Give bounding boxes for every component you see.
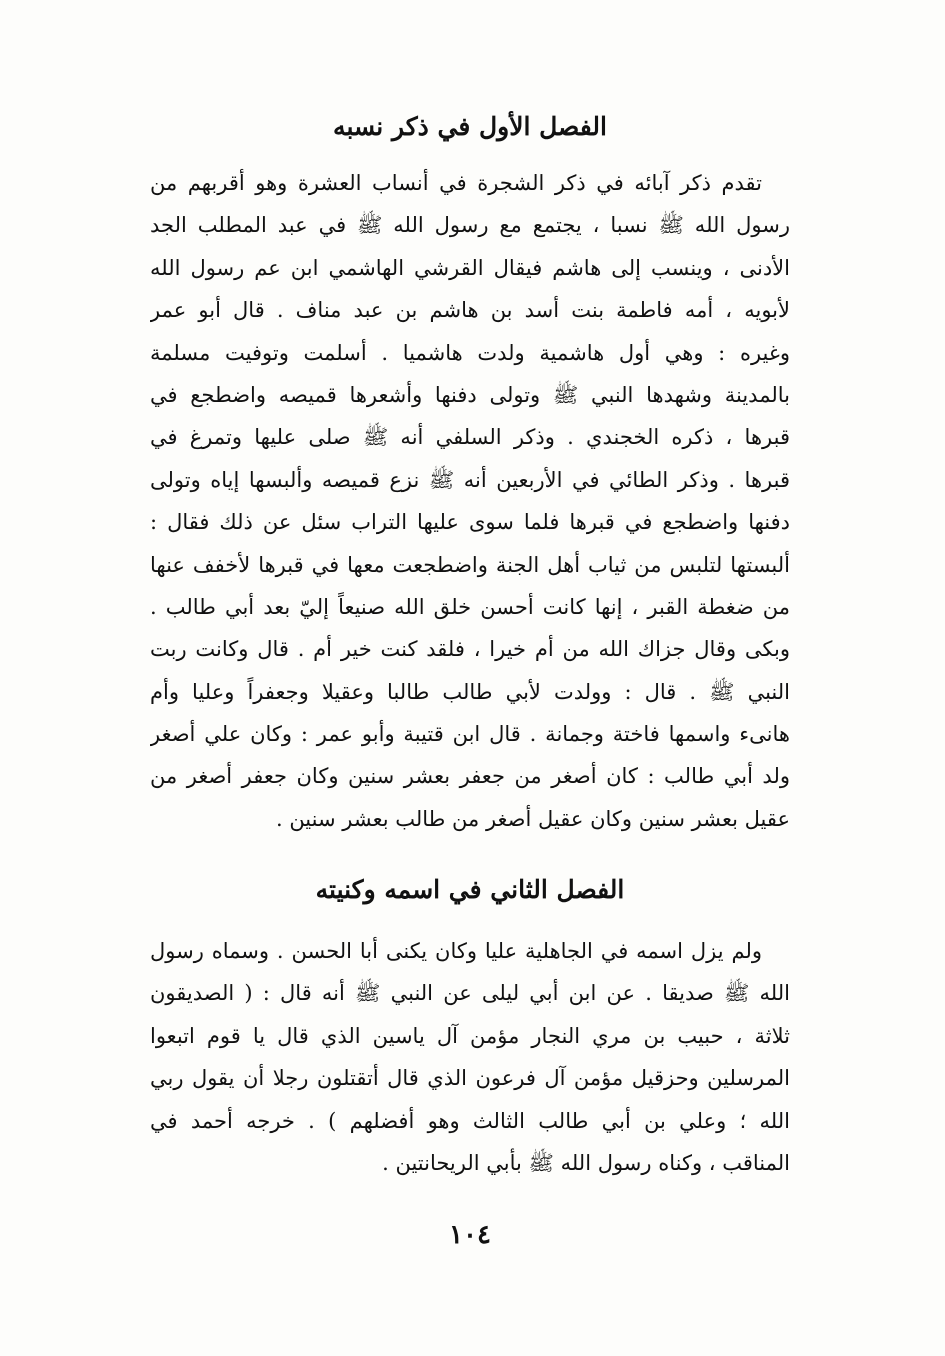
section2-title: الفصل الثاني في اسمه وكنيته xyxy=(315,875,625,904)
text-line: هانىء واسمها فاختة وجمانة . قال ابن قتيبة وأبو عمر : وكان علي أصغر xyxy=(150,722,790,747)
text-line: وغيره : وهي أول هاشمية ولدت هاشميا . أسلمت وتوفيت مسلمة xyxy=(150,340,790,365)
text-line: ثلاثة ، حبيب بن مري النجار مؤمن آل ياسين الذي قال يا قوم اتبعوا xyxy=(150,1023,790,1048)
text-line: قبرها . وذكر الطائي في الأربعين أنه ﷺ نزع قميصه وألبسها إياه وتولى xyxy=(150,467,790,492)
text-line: بالمدينة وشهدها النبي ﷺ وتولى دفنها وأشعرها قميصه واضطجع في xyxy=(150,382,790,407)
text-line: المرسلين وحزقيل مؤمن آل فرعون الذي قال أتقتلون رجلا أن يقول ربي xyxy=(150,1066,790,1091)
text-line: تقدم ذكر آبائه في ذكر الشجرة في أنساب العشرة وهو أقربهم من xyxy=(150,171,762,195)
section2-body xyxy=(150,930,790,1184)
text-line: لأبويه ، أمه فاطمة بنت أسد بن هاشم بن عبد مناف . قال أبو عمر xyxy=(150,298,790,323)
text-line: وبكى وقال جزاك الله من أم خيرا ، فلقد كنت خير أم . قال وكانت ربت xyxy=(150,637,790,662)
page-number: ١٠٤ xyxy=(449,1220,491,1250)
text-line: من ضغطة القبر ، إنها كانت أحسن خلق الله صنيعاً إليّ بعد أبي طالب . xyxy=(150,594,790,619)
text-line: الأدنى ، وينسب إلى هاشم فيقال القرشي الهاشمي ابن عم رسول الله xyxy=(150,255,790,280)
text-line: عقيل بعشر سنين وكان عقيل أصغر من طالب بعشر سنين . xyxy=(275,806,790,831)
text-line: دفنها واضطجع في قبرها فلما سوى عليها التراب سئل عن ذلك فقال : xyxy=(150,510,790,535)
text-line: رسول الله ﷺ نسبا ، يجتمع مع رسول الله ﷺ في عبد المطلب الجد xyxy=(150,213,790,238)
text-line: ولم يزل اسمه في الجاهلية عليا وكان يكنى أبا الحسن . وسماه رسول xyxy=(150,939,762,963)
text-line: ألبستها لتلبس من ثياب أهل الجنة واضطجعت معها في قبرها لأخفف عنها xyxy=(150,552,790,577)
section1-body xyxy=(150,162,790,840)
text-line: ولد أبي طالب : كان أصغر من جعفر بعشر سنين وكان جعفر أصغر من xyxy=(150,764,790,789)
text-line: الله ﷺ صديقا . عن ابن أبي ليلى عن النبي ﷺ أنه قال : ( الصديقون xyxy=(150,981,790,1006)
text-line: قبرها ، ذكره الخجندي . وذكر السلفي أنه ﷺ صلى عليها وتمرغ في xyxy=(150,425,790,450)
text-line: المناقب ، وكناه رسول الله ﷺ بأبي الريحانتين . xyxy=(382,1150,790,1175)
text-line: الله ؛ وعلي بن أبي طالب الثالث وهو أفضلهم ) . خرجه أحمد في xyxy=(150,1108,790,1133)
text-line: النبي ﷺ . قال : وولدت لأبي طالب طالبا وعقيلا وجعفراً وعليا وأم xyxy=(150,679,790,704)
section1-title: الفصل الأول في ذكر نسبه xyxy=(333,112,607,141)
